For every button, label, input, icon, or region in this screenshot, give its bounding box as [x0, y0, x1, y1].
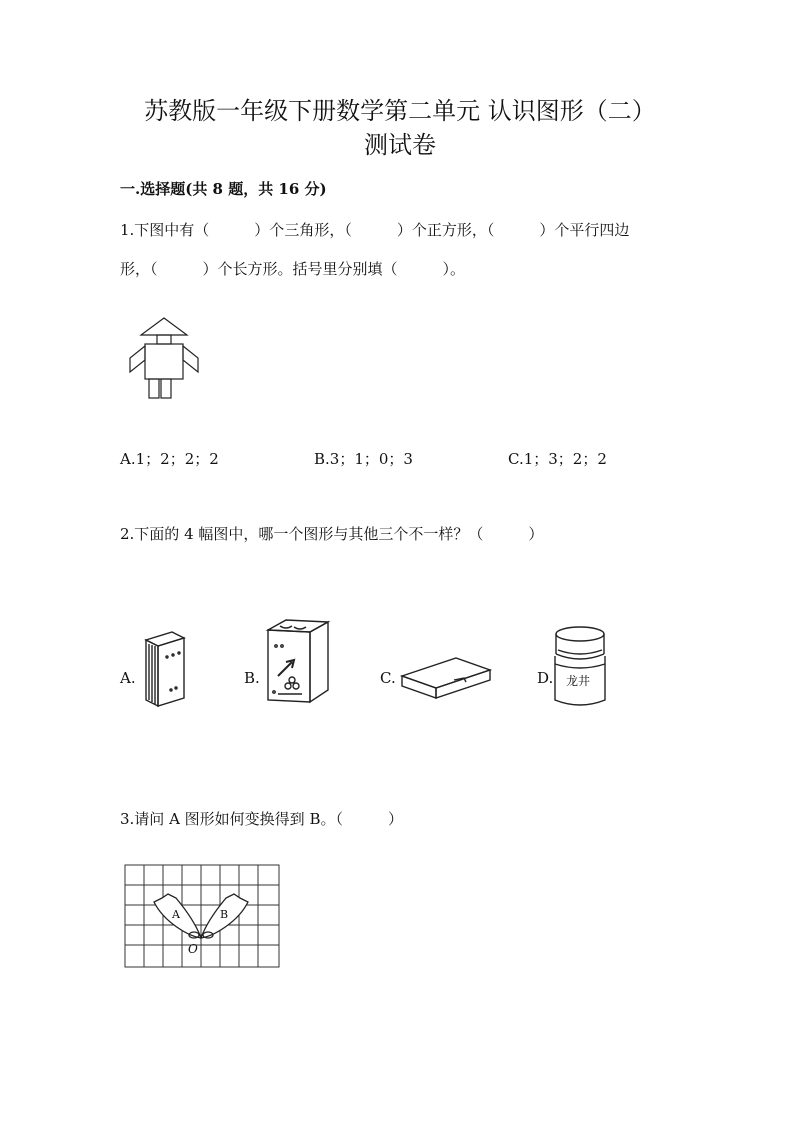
q1-option-a[interactable]: A.1；2；2；2 — [120, 450, 219, 468]
section-heading: 一.选择题(共 8 题，共 16 分) — [120, 180, 327, 198]
robot-right-leg — [161, 379, 171, 398]
robot-body-square — [145, 344, 183, 379]
q1-option-b[interactable]: B.3；1；0；3 — [314, 450, 413, 468]
robot-hat-triangle — [141, 318, 187, 335]
jar-label-text: 龙井 — [566, 674, 591, 688]
q2-text: 2.下面的 4 幅图中，哪一个图形与其他三个不一样？（ ） — [120, 525, 544, 543]
q1-robot-figure — [126, 316, 202, 402]
q2-jar-figure — [552, 624, 608, 710]
q3-text: 3.请问 A 图形如何变换得到 B。（ ） — [120, 810, 403, 828]
robot-left-arm — [130, 346, 145, 372]
q1-text-line1: 1.下图中有（ ）个三角形，（ ）个正方形，（ ）个平行四边 — [120, 221, 630, 239]
q2-book-figure — [140, 630, 190, 710]
page-subtitle: 测试卷 — [364, 131, 436, 159]
label-b: B — [220, 908, 229, 921]
q2-box-figure — [262, 616, 332, 704]
q2-label-b[interactable]: B. — [244, 669, 260, 687]
label-a: A — [172, 908, 180, 921]
q3-grid-figure — [124, 864, 280, 968]
page-title: 苏教版一年级下册数学第二单元 认识图形（二） — [144, 97, 656, 125]
robot-left-leg — [149, 379, 159, 398]
q2-flatbox-figure — [398, 652, 494, 702]
robot-right-arm — [183, 346, 198, 372]
q1-option-c[interactable]: C.1；3；2；2 — [508, 450, 607, 468]
robot-head-rect — [157, 335, 171, 344]
q2-label-c[interactable]: C. — [380, 669, 396, 687]
q1-text-line2: 形，（ ）个长方形。括号里分别填（ ）。 — [120, 260, 466, 278]
q2-label-d[interactable]: D. — [537, 669, 554, 687]
label-o: O — [188, 942, 198, 956]
q2-label-a[interactable]: A. — [120, 669, 136, 687]
